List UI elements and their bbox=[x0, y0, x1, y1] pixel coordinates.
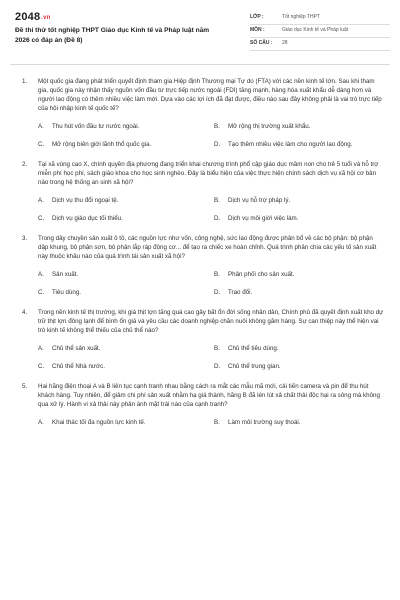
info-label: MÔN : bbox=[250, 27, 265, 34]
question-number: 4. bbox=[22, 308, 28, 316]
page-header bbox=[0, 0, 400, 60]
answer-options bbox=[38, 419, 384, 428]
answer-option[interactable] bbox=[38, 141, 214, 150]
option-text: Mở rộng thị trường xuất khẩu. bbox=[228, 122, 311, 130]
question-number: 5. bbox=[22, 382, 28, 390]
option-letter: C. bbox=[38, 140, 45, 148]
exam-title: Đề thi thử tốt nghiệp THPT Giáo dục Kinh tế và Pháp luật năm 2026 có đáp án (Đề 8) bbox=[15, 27, 210, 44]
answer-option[interactable] bbox=[38, 123, 214, 132]
info-value: 28 bbox=[282, 40, 288, 47]
question-item bbox=[0, 235, 400, 298]
answer-option[interactable] bbox=[38, 289, 214, 298]
answer-option[interactable] bbox=[38, 197, 214, 206]
option-text: Chủ thể tiêu dùng. bbox=[228, 344, 279, 352]
option-letter: A. bbox=[38, 270, 44, 278]
option-letter: D. bbox=[214, 288, 221, 296]
option-letter: B. bbox=[214, 418, 220, 426]
option-text: Chủ thể sản xuất. bbox=[52, 344, 101, 352]
answer-option[interactable] bbox=[38, 271, 214, 280]
info-value: Giáo dục Kinh tế và Pháp luật bbox=[282, 27, 349, 34]
option-letter: D. bbox=[214, 362, 221, 370]
option-letter: B. bbox=[214, 196, 220, 204]
answer-options bbox=[38, 197, 384, 224]
option-letter: D. bbox=[214, 140, 221, 148]
question-text: Tại xã vùng cao X, chính quyền địa phương đang triển khai chương trình phổ cập giáo dục mầm non cho trẻ 5 tuổi và hỗ trợ miễn phí học phí, sách giáo khoa cho học sinh nghèo. Đây là biểu hiện của việc thực hiện chính sách dịch vụ xã hội cơ bản nào trong hệ thống an sinh xã hội? bbox=[38, 160, 379, 186]
header-divider bbox=[10, 64, 390, 65]
question-number: 1. bbox=[22, 78, 28, 85]
question-text: Một quốc gia đang phát triển quyết định tham gia Hiệp định Thương mại Tự do (FTA) với các nền kinh tế lớn. Sau khi tham gia, quốc gia này nhận thấy nguồn vốn đầu tư trực tiếp nước ngoài (FDI) tăng mạnh, hàng hóa xuất khẩu dễ dàng hơn và người lao động có thêm nhiều việc làm mới. Dựa vào các lợi ích đã đạt được, điều nào sau đây không phải là vai trò trực tiếp của hội nhập kinh tế quốc tế? bbox=[38, 78, 382, 112]
option-text: Tiêu dùng. bbox=[52, 288, 82, 296]
exam-info-table bbox=[250, 12, 390, 51]
info-row-question-count bbox=[250, 38, 390, 51]
answer-option[interactable] bbox=[214, 141, 384, 150]
option-text: Dịch vụ giáo dục tối thiểu. bbox=[52, 214, 123, 222]
answer-option[interactable] bbox=[214, 345, 384, 354]
answer-option[interactable] bbox=[214, 289, 384, 298]
answer-options bbox=[38, 345, 384, 372]
answer-options bbox=[38, 271, 384, 298]
option-text: Sản xuất. bbox=[52, 270, 79, 278]
option-letter: A. bbox=[38, 122, 44, 130]
answer-option[interactable] bbox=[214, 363, 384, 372]
option-text: Làm môi trường suy thoái. bbox=[228, 418, 301, 426]
answer-option[interactable] bbox=[38, 363, 214, 372]
option-letter: C. bbox=[38, 214, 45, 222]
answer-option[interactable] bbox=[38, 345, 214, 354]
answer-option[interactable] bbox=[214, 197, 384, 206]
option-letter: C. bbox=[38, 362, 45, 370]
question-item bbox=[0, 78, 400, 150]
option-text: Chủ thể Nhà nước. bbox=[52, 362, 105, 370]
option-text: Trao đổi. bbox=[228, 288, 253, 296]
option-text: Dịch vụ hỗ trợ pháp lý. bbox=[228, 196, 291, 204]
answer-option[interactable] bbox=[214, 271, 384, 280]
option-letter: A. bbox=[38, 344, 44, 352]
option-text: Phân phối cho sản xuất. bbox=[228, 270, 295, 278]
site-logo[interactable]: 2048.vn bbox=[15, 11, 51, 23]
option-letter: C. bbox=[38, 288, 45, 296]
question-text: Trong dây chuyền sản xuất ô tô, các nguồn lực như vốn, công nghệ, sức lao động được phân bổ về các bộ phận: bộ phận dập khung, bộ phận sơn, bộ phận lắp ráp động cơ... để tạo ra chiếc xe hoàn chỉnh. Quá trình phân chia các yếu tố sản xuất này thuộc khâu nào của quá trình tái sản xuất xã hội? bbox=[38, 234, 377, 260]
info-row-subject bbox=[250, 25, 390, 38]
question-text: Hai hãng điện thoại A và B liên tục cạnh tranh nhau bằng cách ra mắt các mẫu mã mới, cải tiến camera và pin để thu hút khách hàng. Tuy nhiên, để giảm chi phí sản xuất nhằm hạ giá thành, hãng B đã lén lút xả chất thải độc hại ra sông mà không qua xử lý. Hành vi xả thải này phản ánh mặt trái nào của cạnh tranh? bbox=[38, 382, 380, 408]
option-letter: B. bbox=[214, 344, 220, 352]
question-item bbox=[0, 383, 400, 428]
question-text: Trong nền kinh tế thị trường, khi giá thịt lợn tăng quá cao gây bất ổn đời sống nhân dân, Chính phủ đã quyết định xuất kho dự trữ thịt lợn đông lạnh để bình ổn giá và yêu cầu các doanh nghiệp chăn nuôi không găm hàng. Sự can thiệp này thể hiện vai trò kinh tế không thể thiếu của chủ thể nào? bbox=[38, 308, 384, 334]
info-label: LỚP : bbox=[250, 14, 264, 21]
option-text: Tạo thêm nhiều việc làm cho người lao động. bbox=[228, 140, 353, 148]
answer-option[interactable] bbox=[38, 419, 214, 428]
option-letter: A. bbox=[38, 418, 44, 426]
answer-option[interactable] bbox=[214, 123, 384, 132]
option-letter: B. bbox=[214, 122, 220, 130]
option-text: Dịch vụ môi giới việc làm. bbox=[228, 214, 299, 222]
info-label: SỐ CÂU : bbox=[250, 40, 273, 47]
option-letter: B. bbox=[214, 270, 220, 278]
option-letter: D. bbox=[214, 214, 221, 222]
info-value: Tốt nghiệp THPT bbox=[282, 14, 320, 21]
answer-option[interactable] bbox=[38, 215, 214, 224]
answer-option[interactable] bbox=[214, 419, 384, 428]
answer-option[interactable] bbox=[214, 215, 384, 224]
option-text: Chủ thể trung gian. bbox=[228, 362, 281, 370]
question-list bbox=[0, 78, 400, 439]
option-text: Khai thác tối đa nguồn lực kinh tế. bbox=[52, 418, 146, 426]
option-text: Dịch vụ thu đổi ngoại tệ. bbox=[52, 196, 119, 204]
question-number: 2. bbox=[22, 160, 28, 168]
question-item bbox=[0, 309, 400, 372]
question-number: 3. bbox=[22, 234, 28, 242]
info-row-class bbox=[250, 12, 390, 25]
option-text: Mở rộng biên giới lãnh thổ quốc gia. bbox=[52, 140, 152, 148]
question-item bbox=[0, 161, 400, 224]
answer-options bbox=[38, 123, 384, 150]
option-letter: A. bbox=[38, 196, 44, 204]
option-text: Thu hút vốn đầu tư nước ngoài. bbox=[52, 122, 140, 130]
